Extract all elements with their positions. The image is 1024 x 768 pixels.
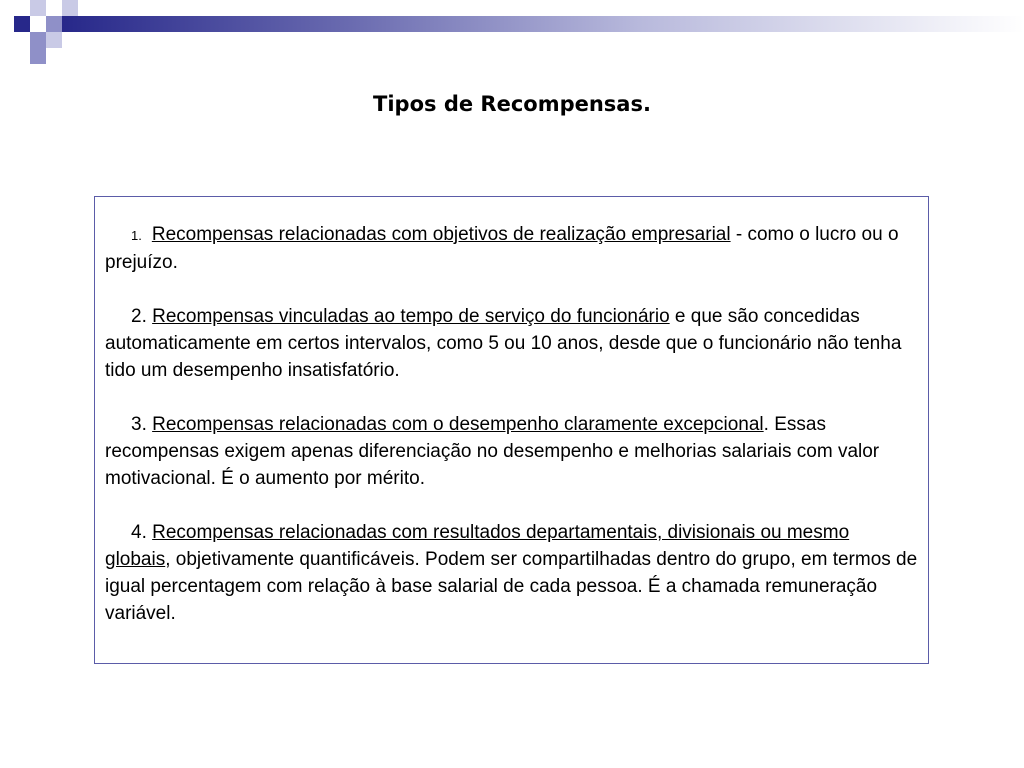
list-item-4 <box>105 519 918 627</box>
item-number: 4. <box>131 522 153 543</box>
header-gradient-bar <box>62 16 1024 32</box>
item-text: . Essas recompensas exigem apenas diferenciação no desempenho e melhorias salariais com valor motivacional. É o aumento por mérito. <box>105 414 880 489</box>
deco-square-6 <box>46 32 62 48</box>
item-heading: Recompensas relacionadas com objetivos de realização empresarial <box>151 224 731 245</box>
slide-title: Tipos de Recompensas. <box>373 92 651 116</box>
list-item-2 <box>105 303 918 384</box>
item-number: 1. <box>131 228 142 243</box>
deco-square-2 <box>30 0 46 16</box>
deco-square-7 <box>30 48 46 64</box>
deco-square-5 <box>30 32 46 48</box>
content-box <box>94 196 929 664</box>
deco-square-3 <box>46 16 62 32</box>
list-item-1 <box>105 221 918 276</box>
item-text: e que são concedidas automaticamente em certos intervalos, como 5 ou 10 anos, desde que o funcionário não tenha tido um desempenho insatisfatório. <box>105 306 902 381</box>
item-number: 2. <box>131 306 153 327</box>
item-text: - como o lucro ou o prejuízo. <box>105 224 899 273</box>
item-heading: Recompensas relacionadas com o desempenho claramente excepcional <box>152 414 764 435</box>
deco-square-4 <box>62 0 78 16</box>
item-number: 3. <box>131 414 153 435</box>
item-heading: Recompensas vinculadas ao tempo de serviço do funcionário <box>152 306 670 327</box>
list-item-3 <box>105 411 918 492</box>
item-heading: Recompensas relacionadas com resultados departamentais, divisionais ou mesmo globais <box>105 522 850 570</box>
item-text: , objetivamente quantificáveis. Podem ser compartilhadas dentro do grupo, em termos de igual percentagem com relação à base salarial de cada pessoa. É a chamada remuneração variável. <box>105 549 918 624</box>
deco-square-1 <box>14 16 30 32</box>
